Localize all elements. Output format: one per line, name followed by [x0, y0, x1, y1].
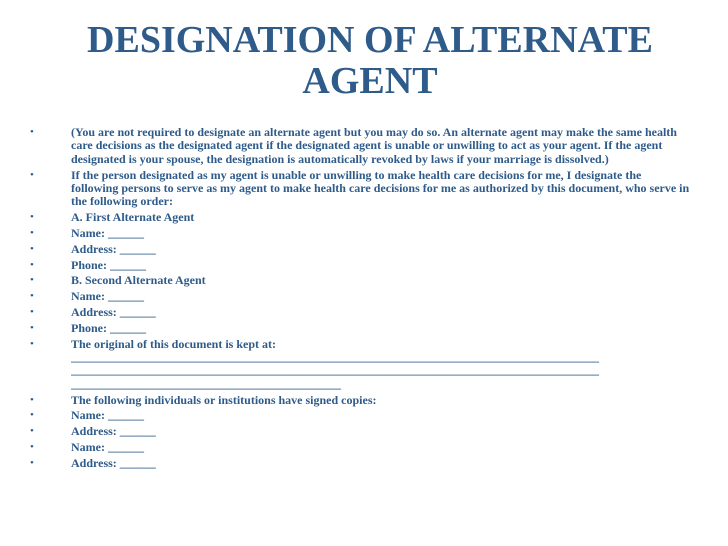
bullet-icon: • — [30, 409, 34, 422]
copy-holder-address-field: Address: ______ — [71, 424, 156, 439]
list-item-name — [30, 227, 690, 240]
bullet-icon: • — [30, 168, 34, 181]
bullet-icon: • — [30, 306, 34, 318]
bullet-icon: • — [30, 441, 34, 453]
list-item-name — [30, 290, 690, 303]
first-alternate-address-field: Address: ______ — [71, 241, 156, 256]
bullet-icon: • — [30, 321, 34, 334]
blank-line: _____________________________________________ — [71, 377, 341, 391]
second-alternate-address-field: Address: ______ — [71, 305, 156, 319]
signed-copies-label: The following individuals or institutions have signed copies: — [71, 392, 377, 407]
list-item-designation — [30, 169, 690, 209]
copy-holder-name-field: Name: ______ — [71, 440, 144, 454]
blank-line: ________________________________________________________________________________________ — [71, 351, 599, 364]
bullet-icon: • — [30, 242, 34, 255]
first-alternate-name-field: Name: ______ — [71, 226, 144, 241]
list-item-second-alternate — [30, 274, 690, 287]
list-item-address — [30, 425, 690, 438]
blank-line: ________________________________________________________________________________________ — [71, 364, 599, 378]
list-item-instructions — [30, 126, 690, 166]
designation-text: If the person designated as my agent is unable or unwilling to make health care decisions for me, I designate the following persons to serve as my agent to make health care decisions for me as authorized by this document, who serve in the following order: — [71, 167, 690, 209]
list-item-first-alternate — [30, 211, 690, 224]
original-location-label: The original of this document is kept at: — [71, 336, 277, 351]
list-item-phone — [30, 259, 690, 272]
first-alternate-heading: A. First Alternate Agent — [71, 210, 195, 225]
first-alternate-phone-field: Phone: ______ — [71, 257, 146, 272]
list-item-name — [30, 409, 690, 422]
list-item-phone — [30, 322, 690, 335]
list-item-name — [30, 441, 690, 454]
copy-holder-name-field: Name: ______ — [71, 408, 144, 423]
bullet-list — [30, 126, 690, 473]
bullet-icon: • — [30, 456, 34, 469]
bullet-icon: • — [30, 126, 34, 138]
bullet-icon: • — [30, 258, 34, 271]
second-alternate-phone-field: Phone: ______ — [71, 320, 146, 335]
slide-title: DESIGNATION OF ALTERNATE AGENT — [87, 19, 653, 102]
bullet-icon: • — [30, 393, 34, 406]
list-item-original-location — [30, 338, 690, 392]
list-item-signed-copies — [30, 394, 690, 407]
bullet-icon: • — [30, 211, 34, 224]
list-item-address — [30, 243, 690, 256]
list-item-address — [30, 457, 690, 470]
bullet-icon: • — [30, 274, 34, 287]
second-alternate-heading: B. Second Alternate Agent — [71, 273, 206, 288]
instructions-text: (You are not required to designate an alternate agent but you may do so. An alternate agent may make the same health care decisions as the designated agent if the designated agent is unable or unwilling to act as your agent. If the agent designated is your spouse, the designation is automatically revoked by laws if your marriage is dissolved.) — [71, 125, 677, 166]
bullet-icon: • — [30, 227, 34, 240]
copy-holder-address-field: Address: ______ — [71, 455, 156, 470]
list-item-address — [30, 306, 690, 319]
bullet-icon: • — [30, 425, 34, 438]
second-alternate-name-field: Name: ______ — [71, 289, 144, 304]
bullet-icon: • — [30, 337, 34, 350]
bullet-icon: • — [30, 290, 34, 303]
